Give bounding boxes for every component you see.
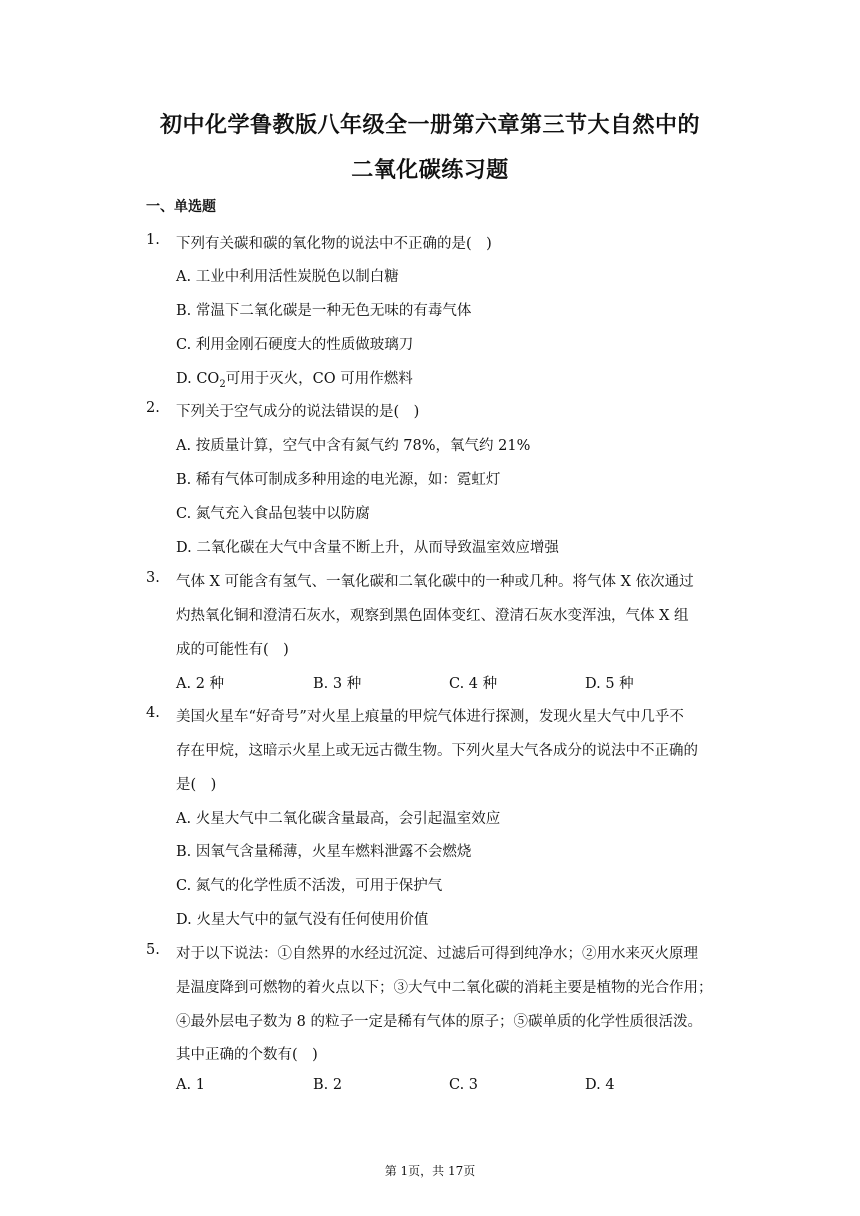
- question-text: 下列关于空气成分的说法错误的是( ): [176, 404, 420, 420]
- option-d: D. $CO_2$可用于灭火，CO 可用作燃料: [176, 371, 413, 390]
- page-footer: 第 1页，共 17页: [384, 1164, 476, 1178]
- question-number: 3.: [146, 570, 160, 586]
- question-number: 5.: [146, 942, 160, 958]
- option-d: D. 4: [585, 1077, 615, 1093]
- question-text: 对于以下说法：①自然界的水经过沉淀、过滤后可得到纯净水；②用水来灭火原理: [176, 946, 698, 962]
- option-c: C. 利用金刚石硬度大的性质做玻璃刀: [176, 337, 414, 353]
- question-text: 美国火星车“好奇号”对火星上痕量的甲烷气体进行探测，发现火星大气中几乎不: [176, 709, 684, 725]
- option-b: B. 3 种: [313, 676, 362, 692]
- question-text: ④最外层电子数为 8 的粒子一定是稀有气体的原子；⑤碳单质的化学性质很活泼。: [176, 1014, 702, 1030]
- option-a: A. 按质量计算，空气中含有氮气约 78%，氧气约 21%: [176, 438, 531, 454]
- question-text: 其中正确的个数有( ): [176, 1047, 318, 1063]
- document-title-line2: 二氧化碳练习题: [351, 158, 509, 183]
- option-c: C. 氮气充入食品包装中以防腐: [176, 506, 370, 522]
- question-text: 存在甲烷，这暗示火星上或无远古微生物。下列火星大气各成分的说法中不正确的: [176, 743, 698, 759]
- option-b: B. 常温下二氧化碳是一种无色无味的有毒气体: [176, 303, 472, 319]
- option-b: B. 稀有气体可制成多种用途的电光源，如：霓虹灯: [176, 472, 501, 488]
- question-number: 2.: [146, 400, 160, 416]
- option-a: A. 2 种: [176, 676, 225, 692]
- option-c: C. 氮气的化学性质不活泼，可用于保护气: [176, 878, 443, 894]
- option-d: D. 火星大气中的氩气没有任何使用价值: [176, 912, 429, 928]
- option-d: D. 5 种: [585, 676, 634, 692]
- option-c: C. 3: [449, 1077, 479, 1093]
- question-text: 气体 X 可能含有氢气、一氧化碳和二氧化碳中的一种或几种。将气体 X 依次通过: [176, 574, 694, 590]
- question-text: 是温度降到可燃物的着火点以下；③大气中二氧化碳的消耗主要是植物的光合作用；: [176, 980, 713, 996]
- section-heading: 一、单选题: [146, 199, 216, 215]
- question-text: 灼热氧化铜和澄清石灰水，观察到黑色固体变红、澄清石灰水变浑浊，气体 X 组: [176, 608, 689, 624]
- question-text: 是( ): [176, 777, 217, 793]
- question-number: 1.: [146, 232, 160, 248]
- option-b: B. 2: [313, 1077, 343, 1093]
- question-text: 下列有关碳和碳的氧化物的说法中不正确的是( ): [176, 236, 492, 252]
- option-d: D. 二氧化碳在大气中含量不断上升，从而导致温室效应增强: [176, 540, 559, 556]
- option-b: B. 因氧气含量稀薄，火星车燃料泄露不会燃烧: [176, 844, 472, 860]
- document-title-line1: 初中化学鲁教版八年级全一册第六章第三节大自然中的: [159, 113, 700, 138]
- option-a: A. 1: [176, 1077, 205, 1093]
- question-text: 成的可能性有( ): [176, 642, 289, 658]
- question-number: 4.: [146, 705, 160, 721]
- option-a: A. 工业中利用活性炭脱色以制白糖: [176, 269, 399, 285]
- option-c: C. 4 种: [449, 676, 498, 692]
- option-a: A. 火星大气中二氧化碳含量最高，会引起温室效应: [176, 811, 501, 827]
